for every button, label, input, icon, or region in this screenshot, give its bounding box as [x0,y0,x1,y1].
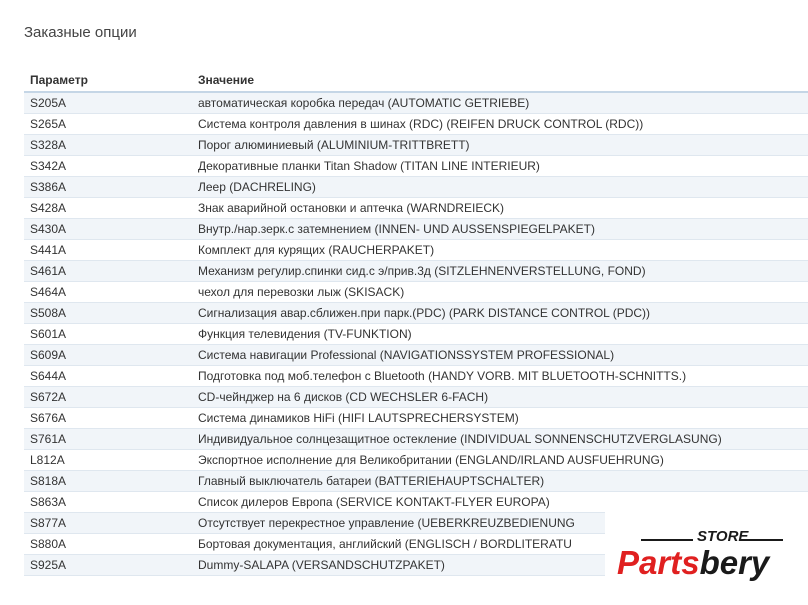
table-row [24,135,808,156]
option-description: чехол для перевозки лыж (SKISACK) [192,282,808,303]
table-row [24,492,808,513]
option-code: S818A [24,471,192,492]
option-description: Функция телевидения (TV-FUNKTION) [192,324,808,345]
table-header-row [24,69,808,92]
option-description: Dummy-SALAPA (VERSANDSCHUTZPAKET) [192,555,808,576]
option-description: Список дилеров Европа (SERVICE KONTAKT-FLYER EUROPA) [192,492,808,513]
option-description: Комплект для курящих (RAUCHERPAKET) [192,240,808,261]
option-description: Отсутствует перекрестное управление (UEBERKREUZBEDIENUNG [192,513,808,534]
option-description: Система контроля давления в шинах (RDC) (REIFEN DRUCK CONTROL (RDC)) [192,114,808,135]
table-row [24,345,808,366]
option-code: S441A [24,240,192,261]
option-code: S877A [24,513,192,534]
table-row [24,114,808,135]
table-row [24,450,808,471]
option-code: S880A [24,534,192,555]
table-row [24,408,808,429]
option-code: S464A [24,282,192,303]
option-description: Сигнализация авар.сближен.при парк.(PDC) (PARK DISTANCE CONTROL (PDC)) [192,303,808,324]
option-description: Внутр./нар.зерк.с затемнением (INNEN- UND AUSSENSPIEGELPAKET) [192,219,808,240]
option-code: S761A [24,429,192,450]
option-code: S430A [24,219,192,240]
section-title: Заказные опции [24,24,137,41]
option-description: Порог алюминиевый (ALUMINIUM-TRITTBRETT) [192,135,808,156]
option-code: S386A [24,177,192,198]
option-code: S609A [24,345,192,366]
option-code: S508A [24,303,192,324]
option-description: Система динамиков HiFi (HIFI LAUTSPRECHERSYSTEM) [192,408,808,429]
option-code: S461A [24,261,192,282]
option-description: Главный выключатель батареи (BATTERIEHAUPTSCHALTER) [192,471,808,492]
logo-graphic [605,512,808,605]
option-description: Знак аварийной остановки и аптечка (WARNDREIECK) [192,198,808,219]
option-description: CD-чейнджер на 6 дисков (CD WECHSLER 6-FACH) [192,387,808,408]
option-description: Подготовка под моб.телефон с Bluetooth (HANDY VORB. MIT BLUETOOTH-SCHNITTS.) [192,366,808,387]
option-code: S676A [24,408,192,429]
option-description: Декоративные планки Titan Shadow (TITAN LINE INTERIEUR) [192,156,808,177]
option-code: L812A [24,450,192,471]
table-row [24,471,808,492]
table-row [24,156,808,177]
option-description: Леер (DACHRELING) [192,177,808,198]
table-row [24,261,808,282]
logo-partsbery-text: Partsbery [617,544,770,581]
option-description: Экспортное исполнение для Великобритании (ENGLAND/IRLAND AUSFUEHRUNG) [192,450,808,471]
table-row [24,219,808,240]
option-description: Бортовая документация, английский (ENGLISCH / BORDLITERATU [192,534,808,555]
table-row [24,240,808,261]
option-description: Механизм регулир.спинки сид.с э/прив.3д (SITZLEHNENVERSTELLUNG, FOND) [192,261,808,282]
table-row [24,387,808,408]
table-row [24,177,808,198]
table-row [24,366,808,387]
column-header-value: Значение [192,69,808,92]
table-row [24,282,808,303]
table-row [24,303,808,324]
options-table [24,69,808,576]
table-row [24,429,808,450]
options-table-body [24,92,808,576]
option-code: S265A [24,114,192,135]
option-code: S644A [24,366,192,387]
table-row [24,198,808,219]
logo-store-text: STORE [697,528,749,545]
table-row [24,92,808,114]
option-code: S342A [24,156,192,177]
option-description: Индивидуальное солнцезащитное остекление (INDIVIDUAL SONNENSCHUTZVERGLASUNG) [192,429,808,450]
partsbery-store-logo [605,512,808,605]
option-code: S672A [24,387,192,408]
option-code: S601A [24,324,192,345]
option-code: S925A [24,555,192,576]
option-code: S205A [24,92,192,114]
option-code: S863A [24,492,192,513]
table-row [24,324,808,345]
option-code: S428A [24,198,192,219]
option-code: S328A [24,135,192,156]
column-header-param: Параметр [24,69,192,92]
option-description: автоматическая коробка передач (AUTOMATIC GETRIEBE) [192,92,808,114]
option-description: Система навигации Professional (NAVIGATIONSSYSTEM PROFESSIONAL) [192,345,808,366]
